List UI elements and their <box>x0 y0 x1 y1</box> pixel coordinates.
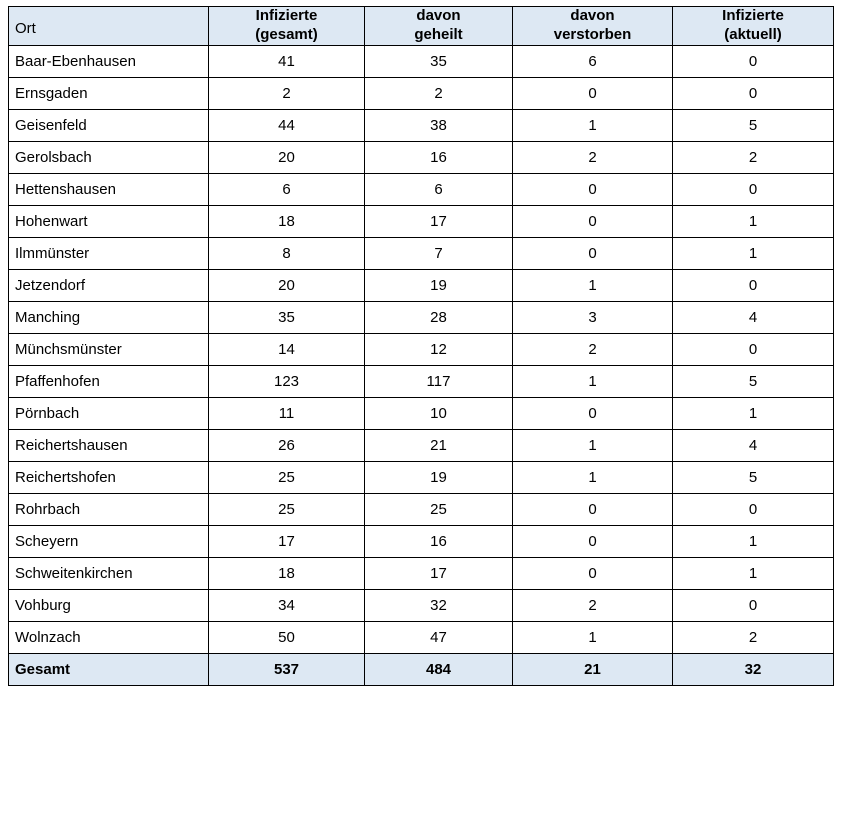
cell-geheilt: 16 <box>365 141 513 173</box>
table-row <box>9 589 834 621</box>
table-row <box>9 397 834 429</box>
cell-verstorben: 3 <box>513 301 673 333</box>
cell-gesamt: 34 <box>209 589 365 621</box>
cell-ort: Reichertshofen <box>9 461 209 493</box>
cell-verstorben: 6 <box>513 45 673 77</box>
cell-gesamt: 25 <box>209 461 365 493</box>
cell-geheilt: 17 <box>365 205 513 237</box>
column-header-davon-verstorben-line1: davon <box>570 7 615 24</box>
cell-geheilt: 19 <box>365 461 513 493</box>
column-header-davon-verstorben-line2: verstorben <box>553 25 632 43</box>
cell-geheilt: 35 <box>365 45 513 77</box>
cell-verstorben: 2 <box>513 333 673 365</box>
cell-geheilt: 7 <box>365 237 513 269</box>
table-row <box>9 621 834 653</box>
cell-ort: Manching <box>9 301 209 333</box>
cell-verstorben: 1 <box>513 365 673 397</box>
cell-ort: Gerolsbach <box>9 141 209 173</box>
column-header-davon-verstorben <box>513 7 673 46</box>
table-header <box>9 7 834 46</box>
infection-statistics-table <box>8 6 834 686</box>
table-row <box>9 269 834 301</box>
column-header-infizierte-gesamt-line2: (gesamt) <box>255 25 318 43</box>
column-header-ort-line1: Ort <box>15 19 36 37</box>
cell-gesamt: 14 <box>209 333 365 365</box>
cell-verstorben: 0 <box>513 557 673 589</box>
cell-verstorben: 2 <box>513 141 673 173</box>
table-row <box>9 109 834 141</box>
column-header-infizierte-gesamt <box>209 7 365 46</box>
column-header-infizierte-aktuell-line1: Infizierte <box>722 7 784 24</box>
table-row <box>9 45 834 77</box>
cell-aktuell: 5 <box>673 365 834 397</box>
column-header-davon-geheilt-line2: geheilt <box>414 25 463 43</box>
cell-aktuell: 0 <box>673 45 834 77</box>
cell-geheilt: 19 <box>365 269 513 301</box>
cell-aktuell: 0 <box>673 173 834 205</box>
total-verstorben: 21 <box>513 653 673 685</box>
cell-ort: Wolnzach <box>9 621 209 653</box>
cell-aktuell: 2 <box>673 141 834 173</box>
table-row <box>9 557 834 589</box>
total-gesamt: 537 <box>209 653 365 685</box>
cell-ort: Hohenwart <box>9 205 209 237</box>
cell-verstorben: 0 <box>513 525 673 557</box>
cell-aktuell: 0 <box>673 333 834 365</box>
cell-gesamt: 8 <box>209 237 365 269</box>
cell-aktuell: 1 <box>673 397 834 429</box>
column-header-davon-geheilt-line1: davon <box>416 7 461 24</box>
table-footer <box>9 653 834 685</box>
column-header-ort <box>9 7 209 46</box>
cell-verstorben: 0 <box>513 237 673 269</box>
total-geheilt: 484 <box>365 653 513 685</box>
cell-geheilt: 12 <box>365 333 513 365</box>
cell-aktuell: 4 <box>673 429 834 461</box>
cell-gesamt: 6 <box>209 173 365 205</box>
total-aktuell: 32 <box>673 653 834 685</box>
table-row <box>9 205 834 237</box>
table-row <box>9 237 834 269</box>
cell-verstorben: 0 <box>513 493 673 525</box>
cell-geheilt: 28 <box>365 301 513 333</box>
cell-gesamt: 50 <box>209 621 365 653</box>
table-row <box>9 461 834 493</box>
cell-ort: Pörnbach <box>9 397 209 429</box>
cell-verstorben: 1 <box>513 461 673 493</box>
cell-ort: Münchsmünster <box>9 333 209 365</box>
cell-aktuell: 0 <box>673 77 834 109</box>
cell-geheilt: 10 <box>365 397 513 429</box>
cell-aktuell: 2 <box>673 621 834 653</box>
cell-gesamt: 11 <box>209 397 365 429</box>
cell-geheilt: 38 <box>365 109 513 141</box>
cell-aktuell: 0 <box>673 589 834 621</box>
cell-aktuell: 1 <box>673 525 834 557</box>
cell-gesamt: 123 <box>209 365 365 397</box>
table-row <box>9 141 834 173</box>
cell-gesamt: 25 <box>209 493 365 525</box>
cell-ort: Schweitenkirchen <box>9 557 209 589</box>
cell-verstorben: 0 <box>513 173 673 205</box>
table-row <box>9 173 834 205</box>
cell-gesamt: 18 <box>209 205 365 237</box>
cell-verstorben: 1 <box>513 269 673 301</box>
cell-geheilt: 16 <box>365 525 513 557</box>
table-row <box>9 493 834 525</box>
cell-ort: Ernsgaden <box>9 77 209 109</box>
table-row <box>9 301 834 333</box>
cell-geheilt: 25 <box>365 493 513 525</box>
cell-verstorben: 1 <box>513 429 673 461</box>
cell-aktuell: 1 <box>673 557 834 589</box>
cell-gesamt: 18 <box>209 557 365 589</box>
cell-ort: Jetzendorf <box>9 269 209 301</box>
table-row <box>9 429 834 461</box>
cell-gesamt: 35 <box>209 301 365 333</box>
total-label: Gesamt <box>9 653 209 685</box>
cell-geheilt: 32 <box>365 589 513 621</box>
header-row <box>9 7 834 46</box>
cell-verstorben: 0 <box>513 205 673 237</box>
cell-verstorben: 1 <box>513 621 673 653</box>
cell-geheilt: 17 <box>365 557 513 589</box>
cell-verstorben: 1 <box>513 109 673 141</box>
cell-aktuell: 5 <box>673 461 834 493</box>
cell-ort: Rohrbach <box>9 493 209 525</box>
cell-gesamt: 26 <box>209 429 365 461</box>
cell-gesamt: 17 <box>209 525 365 557</box>
table-body <box>9 45 834 653</box>
column-header-infizierte-aktuell <box>673 7 834 46</box>
cell-aktuell: 5 <box>673 109 834 141</box>
cell-gesamt: 20 <box>209 141 365 173</box>
cell-ort: Scheyern <box>9 525 209 557</box>
cell-geheilt: 6 <box>365 173 513 205</box>
cell-aktuell: 4 <box>673 301 834 333</box>
cell-verstorben: 0 <box>513 397 673 429</box>
cell-aktuell: 0 <box>673 269 834 301</box>
table-row <box>9 365 834 397</box>
cell-geheilt: 47 <box>365 621 513 653</box>
cell-gesamt: 44 <box>209 109 365 141</box>
cell-ort: Hettenshausen <box>9 173 209 205</box>
cell-gesamt: 41 <box>209 45 365 77</box>
cell-aktuell: 1 <box>673 205 834 237</box>
cell-geheilt: 2 <box>365 77 513 109</box>
cell-ort: Ilmmünster <box>9 237 209 269</box>
cell-verstorben: 0 <box>513 77 673 109</box>
table-row <box>9 77 834 109</box>
table-row <box>9 525 834 557</box>
cell-gesamt: 20 <box>209 269 365 301</box>
cell-aktuell: 0 <box>673 493 834 525</box>
total-row <box>9 653 834 685</box>
cell-geheilt: 117 <box>365 365 513 397</box>
table-row <box>9 333 834 365</box>
cell-geheilt: 21 <box>365 429 513 461</box>
cell-ort: Vohburg <box>9 589 209 621</box>
cell-ort: Baar-Ebenhausen <box>9 45 209 77</box>
column-header-infizierte-gesamt-line1: Infizierte <box>255 7 318 24</box>
cell-ort: Pfaffenhofen <box>9 365 209 397</box>
cell-ort: Geisenfeld <box>9 109 209 141</box>
cell-verstorben: 2 <box>513 589 673 621</box>
column-header-davon-geheilt <box>365 7 513 46</box>
cell-aktuell: 1 <box>673 237 834 269</box>
cell-gesamt: 2 <box>209 77 365 109</box>
cell-ort: Reichertshausen <box>9 429 209 461</box>
column-header-infizierte-aktuell-line2: (aktuell) <box>724 25 782 43</box>
